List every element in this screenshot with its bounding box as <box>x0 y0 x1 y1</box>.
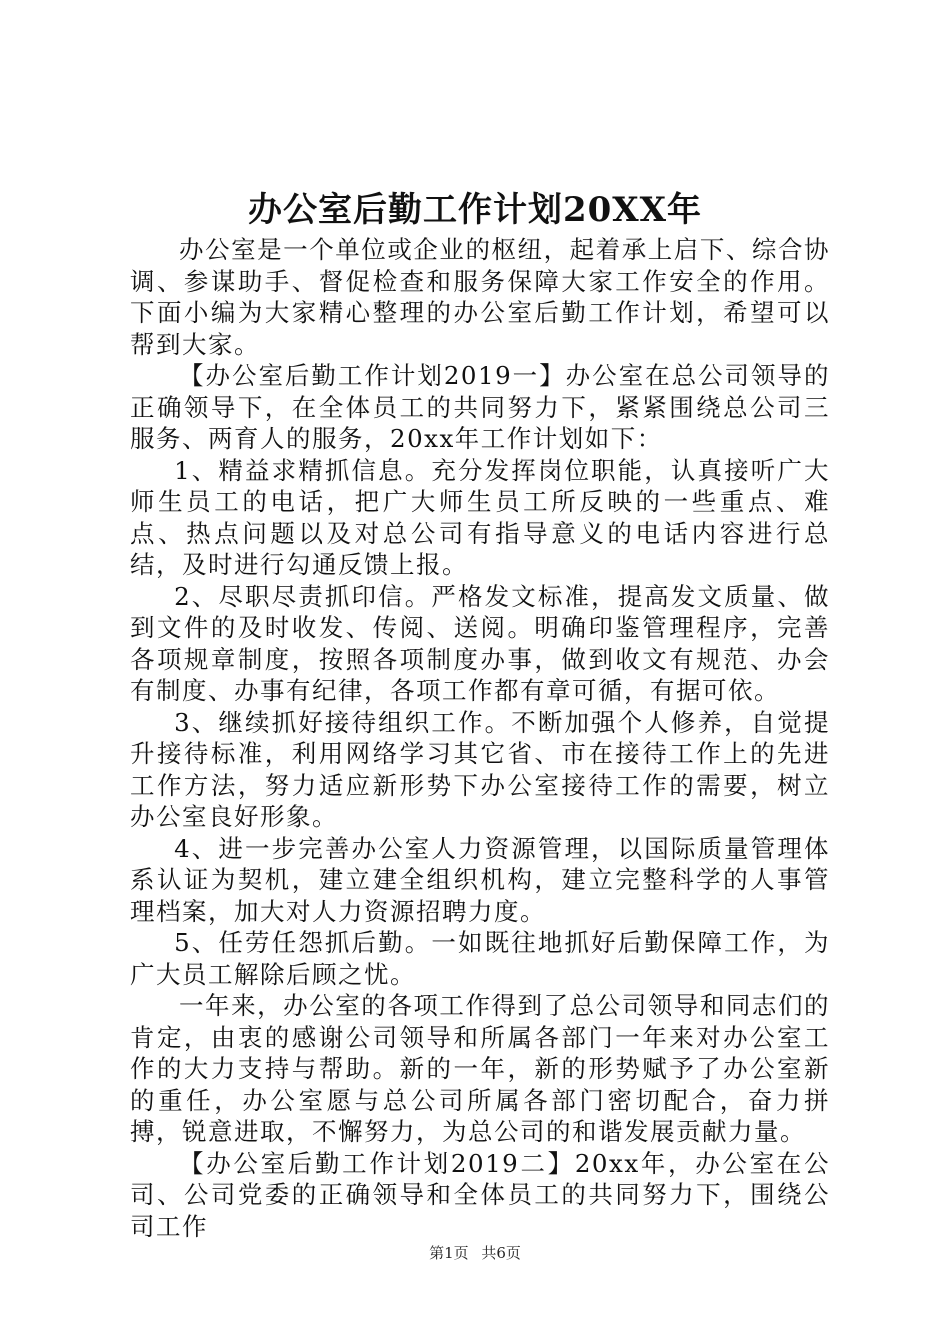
item-3-paragraph: 3、继续抓好接待组织工作。不断加强个人修养，自觉提升接待标准，利用网络学习其它省、市在接待工作上的先进工作方法，努力适应新形势下办公室接待工作的需要，树立办公室良好形象。 <box>130 707 830 831</box>
item-4-paragraph: 4、进一步完善办公室人力资源管理，以国际质量管理体系认证为契机，建立建全组织机构，建立完整科学的人事管理档案，加大对人力资源招聘力度。 <box>130 833 830 926</box>
item-2-paragraph: 2、尽职尽责抓印信。严格发文标准，提高发文质量、做到文件的及时收发、传阅、送阅。明确印鉴管理程序，完善各项规章制度，按照各项制度办事，做到收文有规范、办会有制度、办事有纪律，各项工作都有章可循，有据可依。 <box>130 581 830 705</box>
document-title: 办公室后勤工作计划20XX年 <box>247 190 703 230</box>
page-number: 第1页 <box>429 1244 469 1262</box>
plan-one-heading-paragraph: 【办公室后勤工作计划2019一】办公室在总公司领导的正确领导下，在全体员工的共同努力下，紧紧围绕总公司三服务、两育人的服务，20xx年工作计划如下： <box>130 361 830 453</box>
item-5-paragraph: 5、任劳任怨抓后勤。一如既往地抓好后勤保障工作，为广大员工解除后顾之忧。 <box>130 928 830 989</box>
page-total: 共6页 <box>481 1244 521 1262</box>
intro-paragraph: 办公室是一个单位或企业的枢纽，起着承上启下、综合协调、参谋助手、督促检查和服务保障大家工作安全的作用。下面小编为大家精心整理的办公室后勤工作计划，希望可以帮到大家。 <box>130 235 830 359</box>
page-footer <box>0 1243 950 1263</box>
document-body <box>130 234 830 1242</box>
plan-two-heading-paragraph: 【办公室后勤工作计划2019二】20xx年，办公室在公司、公司党委的正确领导和全体员工的共同努力下，围绕公司工作 <box>130 1148 830 1241</box>
item-1-paragraph: 1、精益求精抓信息。充分发挥岗位职能，认真接听广大师生员工的电话，把广大师生员工所反映的一些重点、难点、热点问题以及对总公司有指导意义的电话内容进行总结，及时进行勾通反馈上报。 <box>130 455 830 579</box>
summary-paragraph: 一年来，办公室的各项工作得到了总公司领导和同志们的肯定，由衷的感谢公司领导和所属各部门一年来对办公室工作的大力支持与帮助。新的一年，新的形势赋予了办公室新的重任，办公室愿与总公司所属各部门密切配合，奋力拼搏，锐意进取，不懈努力，为总公司的和谐发展贡献力量。 <box>130 991 830 1146</box>
